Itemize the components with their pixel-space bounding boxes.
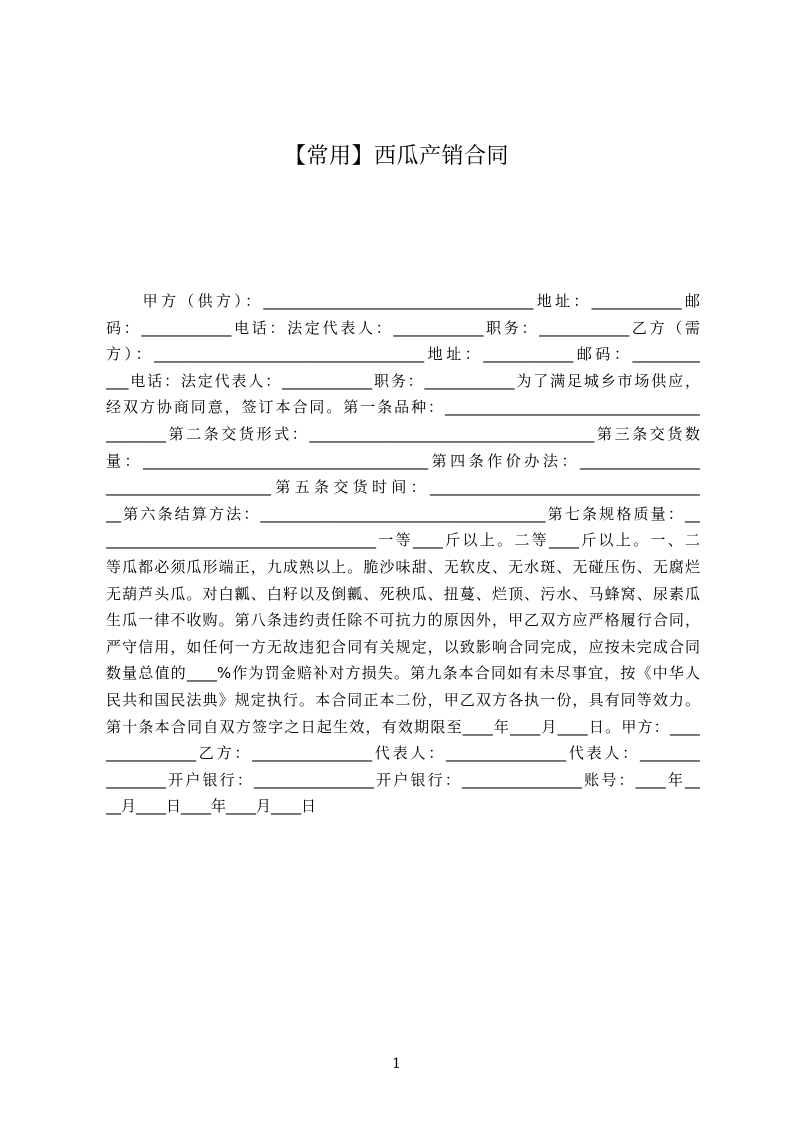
body-line: 生瓜一律不收购。第八条违约责任除不可抗力的原因外，甲乙双方应严格履行合同， xyxy=(106,611,700,630)
page-number: 1 xyxy=(392,1056,401,1072)
body-line: 经双方协商同意，签订本合同。第一条品种：__________________________________ xyxy=(106,398,700,417)
body-line: ____________乙方：________________代表人：________________代表人：________ xyxy=(106,744,700,763)
body-line: 无葫芦头瓜。对白瓤、白籽以及倒瓤、死秧瓜、扭蔓、烂顶、污水、马蜂窝、尿素瓜 xyxy=(106,584,700,603)
body-line: ____________________________________一等____斤以上。二等____斤以上。一、二 xyxy=(106,531,700,550)
body-line: 民共和国民法典》规定执行。本合同正本二份，甲乙双方各执一份，具有同等效力。 xyxy=(106,690,700,709)
contract-body xyxy=(106,288,700,820)
body-line: ________开户银行：________________开户银行：________________账号：____年__ xyxy=(106,770,700,789)
body-line: 甲方（供方）：____________________________________地址：____________邮 xyxy=(106,292,700,310)
body-line: 方）：____________________________________地址：____________邮码：_________ xyxy=(106,345,700,364)
body-line: __月____日____年____月____日 xyxy=(106,797,317,816)
body-line: ________第二条交货形式：______________________________________第三条交货数 xyxy=(106,424,700,443)
body-line: 严守信用，如任何一方无故违犯合同有关规定，以致影响合同完成，应按未完成合同 xyxy=(106,637,700,656)
body-line: ___电话：法定代表人：____________职务：____________为了满足城乡市场供应， xyxy=(106,371,700,390)
body-line: __第六条结算方法：______________________________________第七条规格质量：__ xyxy=(106,504,700,523)
body-line: 量：______________________________________第四条作价办法：________________ xyxy=(106,451,700,470)
body-line: ______________________第五条交货时间：____________________________________ xyxy=(106,478,700,497)
body-line: 等瓜都必须瓜形端正，九成熟以上。脆沙味甜、无软皮、无水斑、无碰压伤、无腐烂 xyxy=(106,557,700,576)
body-line: 第十条本合同自双方签字之日起生效，有效期限至____年____月____日。甲方：____ xyxy=(106,717,700,736)
body-line: 码：____________电话：法定代表人：____________职务：____________乙方（需 xyxy=(106,318,700,337)
document-title: 【常用】西瓜产销合同 xyxy=(283,144,509,169)
body-line: 数量总值的____%作为罚金赔补对方损失。第九条本合同如有未尽事宜，按《中华人 xyxy=(106,664,700,683)
